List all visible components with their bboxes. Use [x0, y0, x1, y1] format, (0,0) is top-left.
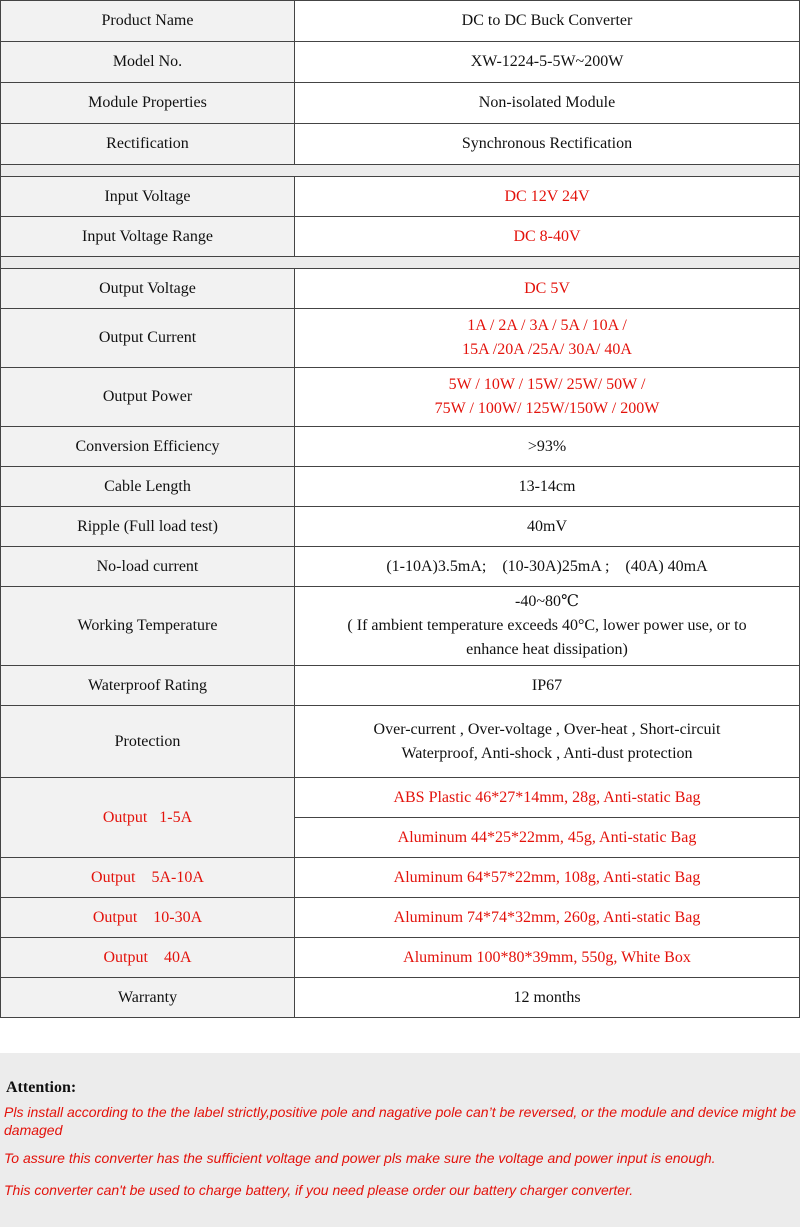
row-label: Ripple (Full load test): [1, 507, 295, 547]
row-value: Aluminum 44*25*22mm, 45g, Anti-static Bag: [295, 818, 800, 858]
attention-section: [0, 1053, 800, 1227]
row-label: Working Temperature: [1, 587, 295, 666]
row-label: Output 40A: [1, 938, 295, 978]
row-label: Model No.: [1, 42, 295, 83]
value-line: 15A /20A /25A/ 30A/ 40A: [462, 341, 632, 358]
row-value: Aluminum 64*57*22mm, 108g, Anti-static Bag: [295, 858, 800, 898]
row-value: [295, 309, 800, 368]
row-label: Output 1-5A: [1, 778, 295, 858]
table-row: [1, 42, 800, 83]
row-value: Non-isolated Module: [295, 83, 800, 124]
row-value: >93%: [295, 427, 800, 467]
table-row: [1, 427, 800, 467]
section-separator: [1, 257, 800, 269]
value-line: Waterproof, Anti-shock , Anti-dust protection: [401, 744, 693, 762]
table-row: [1, 1, 800, 42]
row-label: Output Current: [1, 309, 295, 368]
value-line: 75W / 100W/ 125W/150W / 200W: [434, 400, 660, 417]
row-label: Output 10-30A: [1, 898, 295, 938]
row-label: Rectification: [1, 124, 295, 165]
table-row: [1, 368, 800, 427]
attention-title: Attention:: [6, 1079, 77, 1096]
row-value: [295, 587, 800, 666]
row-label: Conversion Efficiency: [1, 427, 295, 467]
attention-note: This converter can't be used to charge battery, if you need please order our battery charger converter.: [4, 1182, 634, 1198]
row-label: Output Voltage: [1, 269, 295, 309]
row-label: Protection: [1, 706, 295, 778]
row-value: DC 8-40V: [295, 217, 800, 257]
table-row: [1, 858, 800, 898]
table-row: [1, 778, 800, 818]
table-row: [1, 83, 800, 124]
row-label: Output 5A-10A: [1, 858, 295, 898]
attention-note: To assure this converter has the sufficient voltage and power pls make sure the voltage and power input is enough.: [4, 1150, 716, 1166]
row-value: XW-1224-5-5W~200W: [295, 42, 800, 83]
value-line: 1A / 2A / 3A / 5A / 10A /: [467, 317, 627, 334]
table-row: [1, 309, 800, 368]
row-label: Input Voltage Range: [1, 217, 295, 257]
row-value: 12 months: [295, 978, 800, 1018]
row-value: ABS Plastic 46*27*14mm, 28g, Anti-static Bag: [295, 778, 800, 818]
value-line: enhance heat dissipation): [466, 641, 628, 658]
table-row: [1, 467, 800, 507]
value-line: Over-current , Over-voltage , Over-heat , Short-circuit: [373, 720, 721, 738]
table-row: [1, 507, 800, 547]
table-row: [1, 666, 800, 706]
row-value: (1-10A)3.5mA; (10-30A)25mA ; (40A) 40mA: [295, 547, 800, 587]
table-row: [1, 938, 800, 978]
section-separator: [1, 165, 800, 177]
row-value: IP67: [295, 666, 800, 706]
table-row: [1, 177, 800, 217]
value-line: -40~80℃: [515, 593, 579, 610]
table-row: [1, 124, 800, 165]
table-row: [1, 706, 800, 778]
row-value: Synchronous Rectification: [295, 124, 800, 165]
value-line: 5W / 10W / 15W/ 25W/ 50W /: [448, 376, 646, 393]
value-line: ( If ambient temperature exceeds 40°C, lower power use, or to: [347, 617, 747, 634]
attention-note: Pls install according to the the label strictly,positive pole and nagative pole can’t be reversed, or the module and device might be damaged: [4, 1104, 796, 1138]
table-row: [1, 547, 800, 587]
row-label: Output Power: [1, 368, 295, 427]
table-row: [1, 269, 800, 309]
row-label: Module Properties: [1, 83, 295, 124]
table-row: [1, 587, 800, 666]
row-value: 13-14cm: [295, 467, 800, 507]
row-label: Warranty: [1, 978, 295, 1018]
row-value: Aluminum 100*80*39mm, 550g, White Box: [295, 938, 800, 978]
row-value: DC to DC Buck Converter: [295, 1, 800, 42]
row-value: [295, 368, 800, 427]
row-value: DC 12V 24V: [295, 177, 800, 217]
table-row: [1, 978, 800, 1018]
row-value: DC 5V: [295, 269, 800, 309]
separator-cell: [1, 257, 800, 269]
row-label: Cable Length: [1, 467, 295, 507]
row-label: No-load current: [1, 547, 295, 587]
row-label: Product Name: [1, 1, 295, 42]
row-value: 40mV: [295, 507, 800, 547]
separator-cell: [1, 165, 800, 177]
row-label: Input Voltage: [1, 177, 295, 217]
row-label: Waterproof Rating: [1, 666, 295, 706]
table-row: [1, 217, 800, 257]
row-value: Aluminum 74*74*32mm, 260g, Anti-static Bag: [295, 898, 800, 938]
table-row: [1, 898, 800, 938]
row-value: [295, 706, 800, 778]
